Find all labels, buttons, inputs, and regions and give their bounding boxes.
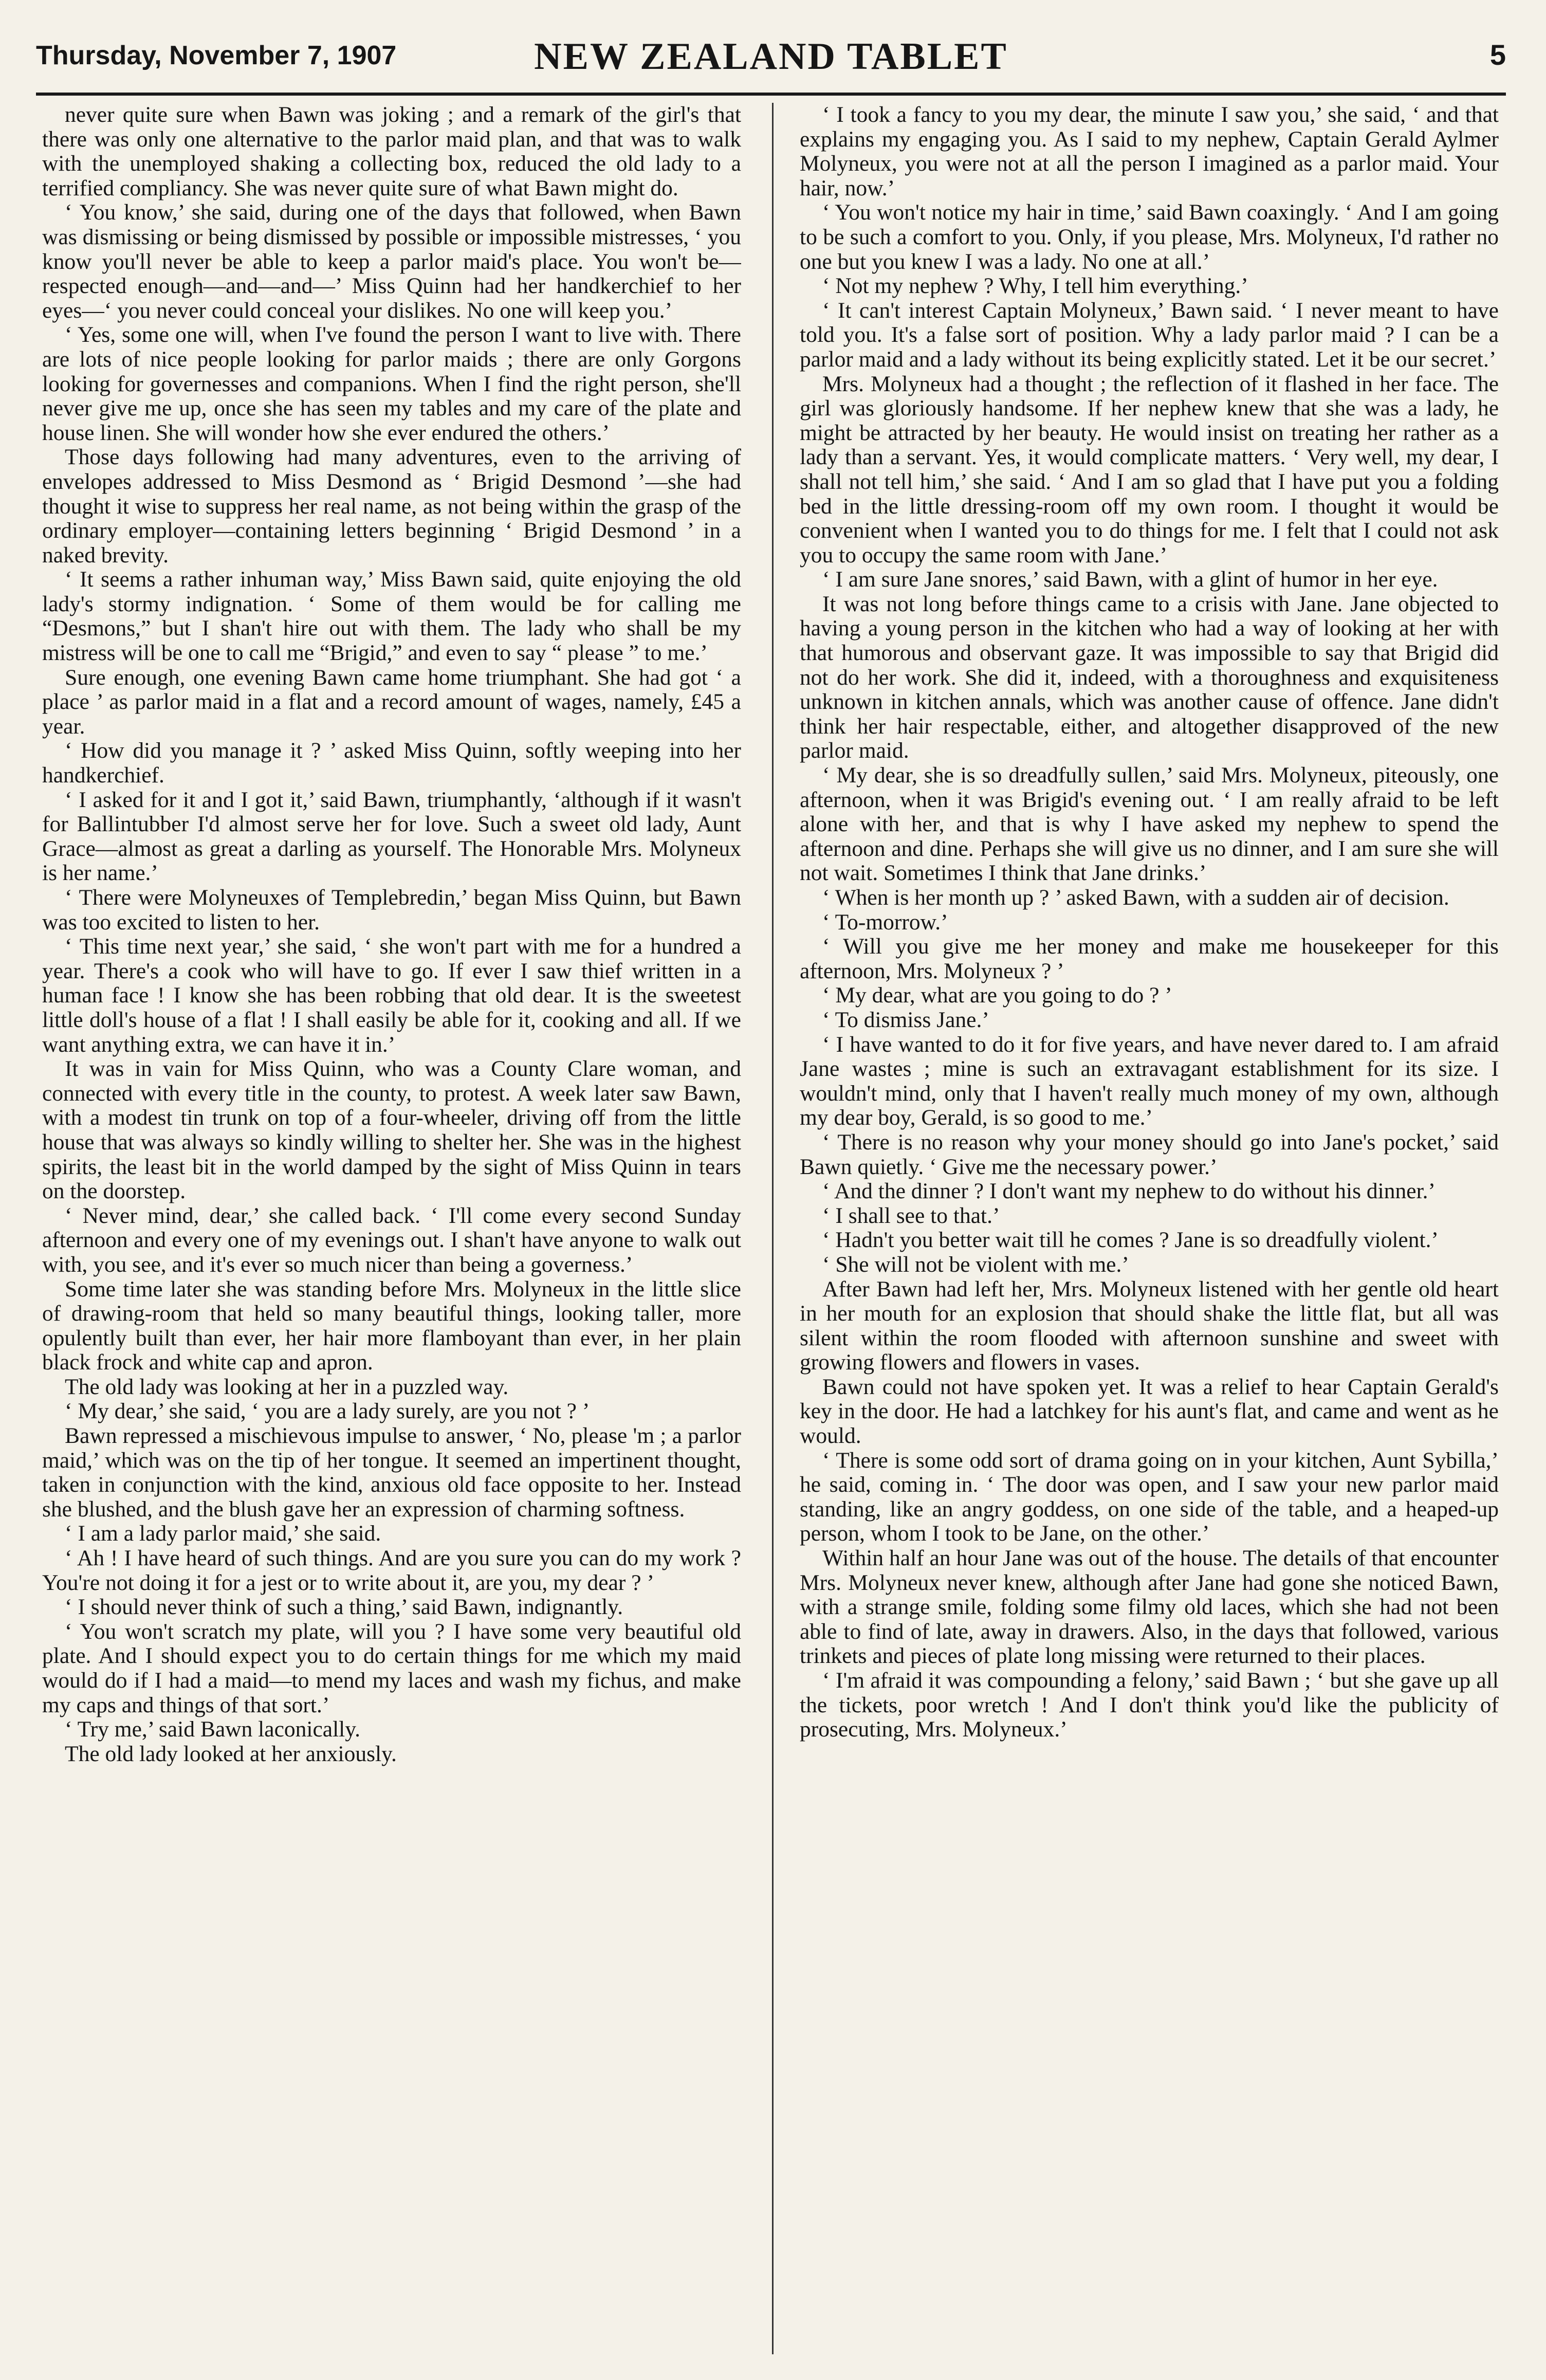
paragraph: Mrs. Molyneux had a thought ; the reflection of it flashed in her face. The girl was gloriously handsome. If her nephew knew that she was a lady, he might be attracted by her beauty. He would insist on treating her rather as a lady than a servant. Yes, it would complicate matters. ‘ Very well, my dear, I shall not tell him,’ she said. ‘ And I am so glad that I have put you a folding bed in the little dressing-room off my own room. I thought it would be convenient when I wanted you to do things for me. I felt that I could not ask you to occupy the same room with Jane.’: [800, 371, 1499, 567]
paragraph: ‘ You won't scratch my plate, will you ? I have some very beautiful old plate. And I should expect you to do certain things for me which my maid would do if I had a maid—to mend my laces and wash my fichus, and make my caps and things of that sort.’: [42, 1619, 741, 1717]
paragraph: ‘ Will you give me her money and make me housekeeper for this afternoon, Mrs. Molyneux ? ’: [800, 934, 1499, 983]
paragraph: ‘ How did you manage it ? ’ asked Miss Quinn, softly weeping into her handkerchief.: [42, 738, 741, 788]
paragraph: Those days following had many adventures, even to the arriving of envelopes addressed to Miss Desmond as ‘ Brigid Desmond ’—she had thought it wise to suppress her real name, as not being within the grasp of the ordinary employer—containing letters beginning ‘ Brigid Desmond ’ in a naked brevity.: [42, 445, 741, 567]
issue-date: Thursday, November 7, 1907: [36, 41, 397, 70]
paragraph: ‘ My dear, she is so dreadfully sullen,’ said Mrs. Molyneux, piteously, one afternoon, when it was Brigid's evening out. ‘ I am really afraid to be left alone with her, and that is why I have asked my nephew to spend the afternoon and dine. Perhaps she will give us no dinner, and I am sure she will not wait. Sometimes I think that Jane drinks.’: [800, 763, 1499, 886]
paragraph: ‘ You won't notice my hair in time,’ said Bawn coaxingly. ‘ And I am going to be such a comfort to you. Only, if you please, Mrs. Molyneux, I'd rather no one but you knew I was a lady. No one at all.’: [800, 200, 1499, 274]
masthead: [36, 31, 1506, 96]
paragraph: ‘ I have wanted to do it for five years, and have never dared to. I am afraid Jane wastes ; mine is such an extravagant establishment for its size. I wouldn't mind, only that I haven't really much money of my own, although my dear boy, Gerald, is so good to me.’: [800, 1032, 1499, 1130]
paragraph: ‘ To dismiss Jane.’: [822, 1007, 989, 1032]
paragraph: ‘ There is no reason why your money should go into Jane's pocket,’ said Bawn quietly. ‘ Give me the necessary power.’: [800, 1129, 1499, 1179]
paragraph: Bawn repressed a mischievous impulse to answer, ‘ No, please 'm ; a parlor maid,’ which was on the tip of her tongue. It seemed an impertinent thought, taken in conjunction with the kind, anxious old face opposite to her. Instead she blushed, and the blush gave her an expression of charming softness.: [42, 1423, 741, 1522]
page-number: 5: [1489, 39, 1506, 71]
paragraph: ‘ It can't interest Captain Molyneux,’ Bawn said. ‘ I never meant to have told you. It's a false sort of position. Why a lady parlor maid ? I can be a parlor maid and a lady without its being explicitly stated. Let it be our secret.’: [800, 298, 1499, 372]
paragraph: ‘ To-morrow.’: [822, 909, 948, 935]
right-column: [800, 103, 1499, 2354]
paragraph: ‘ I am sure Jane snores,’ said Bawn, with a glint of humor in her eye.: [822, 567, 1438, 592]
newspaper-title: NEW ZEALAND TABLET: [534, 35, 1008, 78]
paragraph: ‘ And the dinner ? I don't want my nephew to do without his dinner.’: [822, 1179, 1436, 1204]
paragraph: Sure enough, one evening Bawn came home triumphant. She had got ‘ a place ’ as parlor maid in a flat and a record amount of wages, namely, £45 a year.: [42, 665, 741, 739]
paragraph: ‘ I should never think of such a thing,’ said Bawn, indignantly.: [65, 1595, 623, 1620]
paragraph: Within half an hour Jane was out of the house. The details of that encounter Mrs. Molyneux never knew, although after Jane had gone she noticed Bawn, with a strange smile, folding some filmy old laces, which she had not been able to find of late, away in drawers. Also, in the days that followed, various trinkets and pieces of plate long missing were returned to their places.: [800, 1546, 1499, 1669]
paragraph: ‘ She will not be violent with me.’: [822, 1252, 1129, 1277]
paragraph: ‘ I asked for it and I got it,’ said Bawn, triumphantly, ‘although if it wasn't for Ballintubber I'd almost serve her for love. Such a sweet old lady, Aunt Grace—almost as great a darling as yourself. The Honorable Mrs. Molyneux is her name.’: [42, 787, 741, 886]
paragraph: ‘ Try me,’ said Bawn laconically.: [65, 1717, 361, 1742]
paragraph: never quite sure when Bawn was joking ; and a remark of the girl's that there was only one alternative to the parlor maid plan, and that was to walk with the unemployed shaking a collecting box, reduced the old lady to a terrified compliancy. She was never quite sure of what Bawn might do.: [42, 103, 741, 200]
paragraph: It was not long before things came to a crisis with Jane. Jane objected to having a young person in the kitchen who had a way of looking at her with that humorous and observant gaze. It was impossible to say that Brigid did not do her work. She did it, indeed, with a thoroughness and exquisiteness unknown in kitchen annals, which was another cause of offence. Jane didn't think her hair respectable, either, and altogether disapproved of the new parlor maid.: [800, 591, 1499, 763]
paragraph: ‘ It seems a rather inhuman way,’ Miss Bawn said, quite enjoying the old lady's stormy indignation. ‘ Some of them would be for calling me “Desmons,” but I shan't hire out with them. The lady who shall be my mistress will be one to call me “Brigid,” and even to say “ please ” to me.’: [42, 567, 741, 666]
paragraph: ‘ Hadn't you better wait till he comes ? Jane is so dreadfully violent.’: [822, 1228, 1439, 1253]
left-column: [42, 103, 741, 2354]
paragraph: ‘ When is her month up ? ’ asked Bawn, with a sudden air of decision.: [822, 885, 1449, 910]
paragraph: The old lady was looking at her in a puzzled way.: [65, 1374, 509, 1399]
paragraph: ‘ There is some odd sort of drama going on in your kitchen, Aunt Sybilla,’ he said, coming in. ‘ The door was open, and I saw your new parlor maid standing, like an angry goddess, on one side of the table, and a heaped-up person, whom I took to be Jane, on the other.’: [800, 1448, 1499, 1546]
paragraph: ‘ I shall see to that.’: [822, 1203, 1000, 1228]
paragraph: ‘ I took a fancy to you my dear, the minute I saw you,’ she said, ‘ and that explains my engaging you. As I said to my nephew, Captain Gerald Aylmer Molyneux, you were not at all the person I imagined as a parlor maid. Your hair, now.’: [800, 103, 1499, 200]
paragraph: Bawn could not have spoken yet. It was a relief to hear Captain Gerald's key in the door. He had a latchkey for his aunt's flat, and came and went as he would.: [800, 1374, 1499, 1449]
paragraph: ‘ Ah ! I have heard of such things. And are you sure you can do my work ? You're not doing it for a jest or to write about it, are you, my dear ? ’: [42, 1546, 741, 1595]
paragraph: After Bawn had left her, Mrs. Molyneux listened with her gentle old heart in her mouth for an explosion that should shake the little flat, but all was silent within the room flooded with afternoon sunshine and sweet with growing flowers and flowers in vases.: [800, 1276, 1499, 1375]
paragraph: ‘ Never mind, dear,’ she called back. ‘ I'll come every second Sunday afternoon and every one of my evenings out. I shan't have anyone to walk out with, you see, and it's ever so much nicer than being a governess.’: [42, 1203, 741, 1277]
paragraph: It was in vain for Miss Quinn, who was a County Clare woman, and connected with every title in the county, to protest. A week later saw Bawn, with a modest tin trunk on top of a four-wheeler, driving off from the little house that was always so kindly willing to shelter her. She was in the highest spirits, the least bit in the world damped by the sight of Miss Quinn in tears on the doorstep.: [42, 1056, 741, 1204]
paragraph: Some time later she was standing before Mrs. Molyneux in the little slice of drawing-room that held so many beautiful things, looking taller, more opulently built than ever, her hair more flamboyant than ever, in her plain black frock and white cap and apron.: [42, 1276, 741, 1375]
paragraph: ‘ Not my nephew ? Why, I tell him everything.’: [822, 273, 1248, 299]
paragraph: ‘ My dear,’ she said, ‘ you are a lady surely, are you not ? ’: [65, 1399, 590, 1424]
paragraph: ‘ You know,’ she said, during one of the days that followed, when Bawn was dismissing or being dismissed by possible or impossible mistresses, ‘ you know you'll never be able to keep a parlor maid's place. You won't be—respected enough—and—and—’ Miss Quinn had her handkerchief to her eyes—‘ you never could conceal your dislikes. No one will keep you.’: [42, 200, 741, 323]
paragraph: ‘ My dear, what are you going to do ? ’: [822, 983, 1172, 1008]
paragraph: ‘ Yes, some one will, when I've found the person I want to live with. There are lots of nice people looking for parlor maids ; there are only Gorgons looking for governesses and companions. When I find the right person, she'll never give me up, once she has seen my tables and my care of the plate and house linen. She will wonder how she ever endured the others.’: [42, 322, 741, 445]
paragraph: ‘ This time next year,’ she said, ‘ she won't part with me for a hundred a year. There's a cook who will have to go. If ever I saw thief written in a human face ! I know she has been robbing that old dear. It is the sweetest little doll's house of a flat ! I shall easily be able for it, cooking and all. If we want anything extra, we can have it in.’: [42, 934, 741, 1057]
paragraph: The old lady looked at her anxiously.: [65, 1741, 397, 1766]
paragraph: ‘ I am a lady parlor maid,’ she said.: [65, 1521, 381, 1546]
paragraph: ‘ There were Molyneuxes of Templebredin,’ began Miss Quinn, but Bawn was too excited to listen to her.: [42, 885, 741, 935]
paragraph: ‘ I'm afraid it was compounding a felony,’ said Bawn ; ‘ but she gave up all the tickets, poor wretch ! And I don't think you'd like the publicity of prosecuting, Mrs. Molyneux.’: [800, 1668, 1499, 1742]
column-divider: [772, 103, 774, 2354]
